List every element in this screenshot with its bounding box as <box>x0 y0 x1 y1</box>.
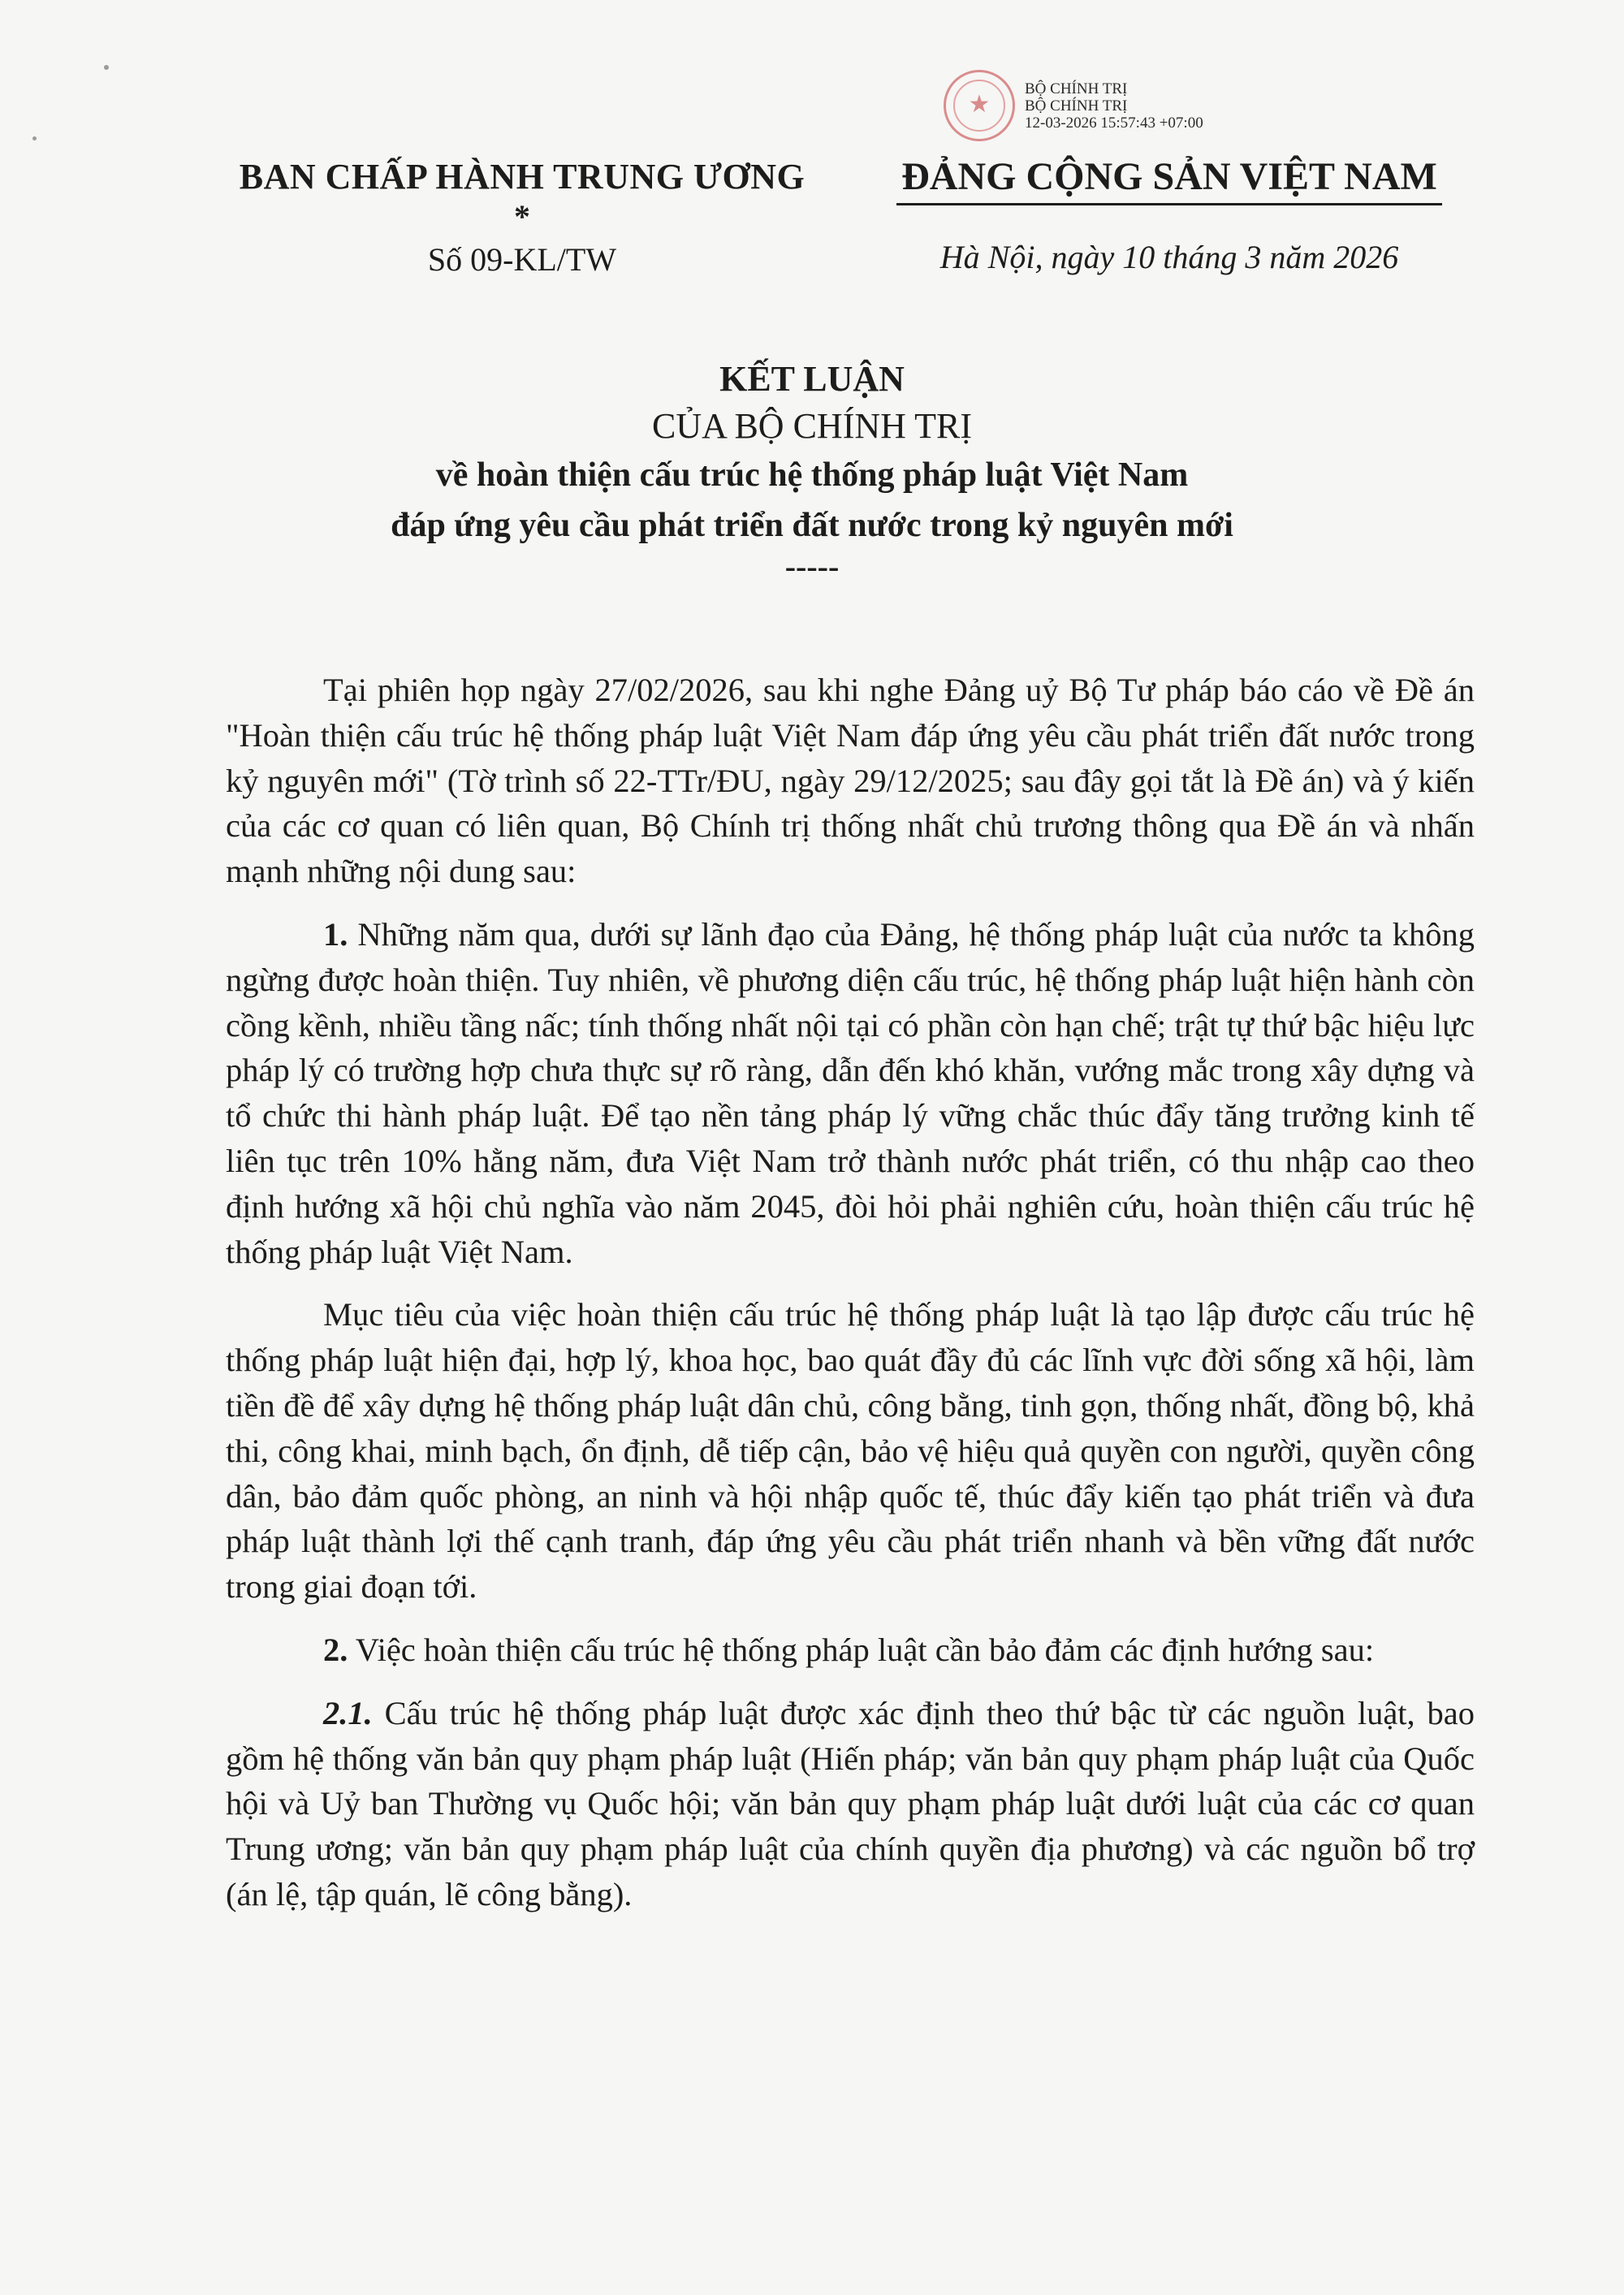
section-2-1-paragraph <box>226 1691 1475 1917</box>
goal-paragraph: Mục tiêu của việc hoàn thiện cấu trúc hệ thống pháp luật là tạo lập được cấu trúc hệ thống pháp luật hiện đại, hợp lý, khoa học, bao quát đầy đủ các lĩnh vực đời sống xã hội, làm tiền đề để xây dựng hệ thống pháp luật dân chủ, công bằng, tinh gọn, thống nhất, đồng bộ, khả thi, công khai, minh bạch, ổn định, dễ tiếp cận, bảo vệ hiệu quả quyền con người, quyền công dân, bảo đảm quốc phòng, an ninh và hội nhập quốc tế, thúc đẩy kiến tạo phát triển và đưa pháp luật thành lợi thế cạnh tranh, đáp ứng yêu cầu phát triển nhanh và bền vững đất nước trong giai đoạn tới. <box>226 1296 1475 1606</box>
document-type: KẾT LUẬN <box>719 359 905 399</box>
header-left <box>185 156 859 279</box>
party-seal-icon <box>944 70 1015 141</box>
header-right <box>877 156 1462 276</box>
signature-timestamp: 12-03-2026 15:57:43 +07:00 <box>1025 114 1203 132</box>
section-2-1-number: 2.1. <box>323 1694 373 1731</box>
subject-line-1: về hoàn thiện cấu trúc hệ thống pháp luật Việt Nam <box>435 456 1189 494</box>
intro-paragraph: Tại phiên họp ngày 27/02/2026, sau khi nghe Đảng uỷ Bộ Tư pháp báo cáo về Đề án "Hoàn thiện cấu trúc hệ thống pháp luật Việt Nam đáp ứng yêu cầu phát triển đất nước trong kỷ nguyên mới" (Tờ trình số 22-TTr/ĐU, ngày 29/12/2025; sau đây gọi tắt là Đề án) và ý kiến của các cơ quan có liên quan, Bộ Chính trị thống nhất chủ trương thông qua Đề án và nhấn mạnh những nội dung sau: <box>226 672 1475 890</box>
section-1-paragraph <box>226 912 1475 1274</box>
place-and-date: Hà Nội, ngày 10 tháng 3 năm 2026 <box>939 239 1399 275</box>
document-body <box>226 668 1475 1917</box>
section-2-1-text: Cấu trúc hệ thống pháp luật được xác định theo thứ bậc từ các nguồn luật, bao gồm hệ thống văn bản quy phạm pháp luật (Hiến pháp; văn bản quy phạm pháp luật của Quốc hội và Uỷ ban Thường vụ Quốc hội; văn bản quy phạm pháp luật dưới luật của các cơ quan Trung ương; văn bản quy phạm pháp luật của chính quyền địa phương) và các nguồn bổ trợ (án lệ, tập quán, lẽ công bằng). <box>226 1694 1475 1912</box>
section-2-number: 2. <box>323 1631 348 1668</box>
document-number: Số 09-KL/TW <box>427 241 617 278</box>
header-star: * <box>514 198 530 235</box>
document-issuer: CỦA BỘ CHÍNH TRỊ <box>651 406 972 446</box>
section-2-paragraph <box>226 1627 1475 1673</box>
digital-signature-stamp <box>944 70 1203 141</box>
title-separator: ----- <box>784 548 840 585</box>
section-1-number: 1. <box>323 915 348 953</box>
signature-line-2: BỘ CHÍNH TRỊ <box>1025 97 1128 115</box>
scan-speck <box>32 136 37 140</box>
document-title <box>162 356 1462 583</box>
scan-speck <box>104 65 109 70</box>
subject-line-2: đáp ứng yêu cầu phát triển đất nước trong kỷ nguyên mới <box>391 507 1233 544</box>
party-name: ĐẢNG CỘNG SẢN VIỆT NAM <box>901 155 1437 198</box>
section-1-text: Những năm qua, dưới sự lãnh đạo của Đảng, hệ thống pháp luật của nước ta không ngừng được hoàn thiện. Tuy nhiên, về phương diện cấu trúc, hệ thống pháp luật hiện hành còn cồng kềnh, nhiều tầng nấc; tính thống nhất nội tại có phần còn hạn chế; trật tự thứ bậc hiệu lực pháp lý có trường hợp chưa thực sự rõ ràng, dẫn đến khó khăn, vướng mắc trong xây dựng và tổ chức thi hành pháp luật. Để tạo nền tảng pháp lý vững chắc thúc đẩy tăng trưởng kinh tế liên tục trên 10% hằng năm, đưa Việt Nam trở thành nước phát triển, có thu nhập cao theo định hướng xã hội chủ nghĩa vào năm 2045, đòi hỏi phải nghiên cứu, hoàn thiện cấu trúc hệ thống pháp luật Việt Nam. <box>226 915 1475 1270</box>
party-name-underline <box>896 203 1442 205</box>
signature-text <box>1025 80 1203 132</box>
issuing-body: BAN CHẤP HÀNH TRUNG ƯƠNG <box>239 157 806 197</box>
section-2-text: Việc hoàn thiện cấu trúc hệ thống pháp luật cần bảo đảm các định hướng sau: <box>348 1631 1375 1668</box>
signature-line-1: BỘ CHÍNH TRỊ <box>1025 80 1128 97</box>
